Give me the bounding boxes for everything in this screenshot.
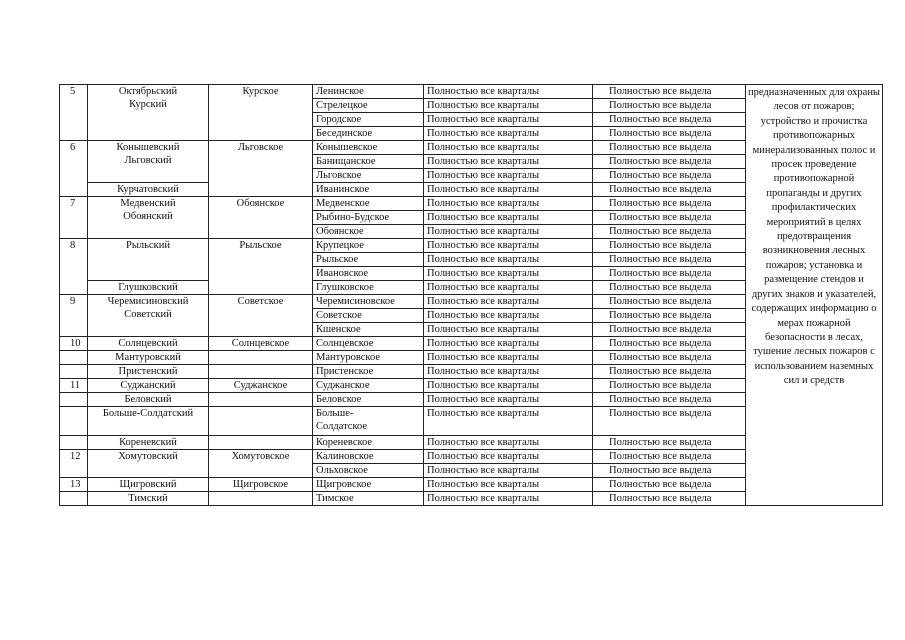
subforestry-name: Ленинское [313, 85, 424, 99]
forestry-name [209, 365, 313, 379]
sections-cell: Полностью все выдела [593, 464, 746, 478]
district-cell [88, 478, 209, 492]
quarters-cell: Полностью все кварталы [424, 450, 593, 464]
subforestry-name: Больше- Солдатское [313, 407, 424, 436]
district-cell [88, 393, 209, 407]
row-number [60, 365, 88, 379]
sections-cell: Полностью все выдела [593, 281, 746, 295]
quarters-cell: Полностью все кварталы [424, 407, 593, 436]
subforestry-name: Городское [313, 113, 424, 127]
subforestry-name: Рыльское [313, 253, 424, 267]
quarters-cell: Полностью все кварталы [424, 478, 593, 492]
sections-cell: Полностью все выдела [593, 197, 746, 211]
district-name: Обоянский [123, 211, 173, 222]
quarters-cell: Полностью все кварталы [424, 295, 593, 309]
row-number: 5 [60, 85, 88, 141]
sections-cell: Полностью все выдела [593, 295, 746, 309]
district-name: Кореневский [119, 437, 177, 448]
sections-cell: Полностью все выдела [593, 127, 746, 141]
forestry-name: Щигровское [209, 478, 313, 492]
quarters-cell: Полностью все кварталы [424, 127, 593, 141]
district-cell [88, 141, 209, 183]
forestry-name: Хомутовское [209, 450, 313, 478]
district-name: Медвенский [120, 198, 176, 209]
sections-cell: Полностью все выдела [593, 183, 746, 197]
forestry-name [209, 436, 313, 450]
sections-cell: Полностью все выдела [593, 169, 746, 183]
forestry-name: Советское [209, 295, 313, 337]
district-cell [88, 365, 209, 379]
district-name: Октябрьский [118, 86, 178, 97]
quarters-cell: Полностью все кварталы [424, 155, 593, 169]
forestry-name [209, 351, 313, 365]
sections-cell: Полностью все выдела [593, 492, 746, 506]
quarters-cell: Полностью все кварталы [424, 239, 593, 253]
quarters-cell: Полностью все кварталы [424, 351, 593, 365]
subforestry-name: Щигровское [313, 478, 424, 492]
row-number [60, 407, 88, 436]
quarters-cell: Полностью все кварталы [424, 436, 593, 450]
quarters-cell: Полностью все кварталы [424, 492, 593, 506]
quarters-cell: Полностью все кварталы [424, 323, 593, 337]
quarters-cell: Полностью все кварталы [424, 309, 593, 323]
quarters-cell: Полностью все кварталы [424, 85, 593, 99]
quarters-cell: Полностью все кварталы [424, 169, 593, 183]
quarters-cell: Полностью все кварталы [424, 337, 593, 351]
district-name: Рыльский [126, 240, 170, 251]
district-name: Беловский [124, 394, 172, 405]
subforestry-name: Ивановское [313, 267, 424, 281]
row-number [60, 393, 88, 407]
district-cell [88, 351, 209, 365]
subforestry-name: Солнцевское [313, 337, 424, 351]
district-name: Пристенский [118, 366, 178, 377]
table-body [60, 85, 883, 506]
row-number [60, 351, 88, 365]
district-cell [88, 379, 209, 393]
sections-cell: Полностью все выдела [593, 351, 746, 365]
district-name: Тимский [128, 493, 168, 504]
sections-cell: Полностью все выдела [593, 478, 746, 492]
district-cell [88, 337, 209, 351]
row-number: 6 [60, 141, 88, 197]
district-cell [88, 436, 209, 450]
district-name: Глушковский [88, 281, 209, 295]
district-cell [88, 492, 209, 506]
quarters-cell: Полностью все кварталы [424, 99, 593, 113]
sections-cell: Полностью все выдела [593, 253, 746, 267]
district-name: Советский [124, 309, 172, 320]
subforestry-name: Рыбино-Будское [313, 211, 424, 225]
district-name: Больше-Солдатский [102, 408, 194, 419]
sections-cell: Полностью все выдела [593, 379, 746, 393]
subforestry-name: Обоянское [313, 225, 424, 239]
sections-cell: Полностью все выдела [593, 239, 746, 253]
sections-cell: Полностью все выдела [593, 407, 746, 436]
row-number: 13 [60, 478, 88, 492]
sections-cell: Полностью все выдела [593, 323, 746, 337]
row-number [60, 436, 88, 450]
row-number [60, 492, 88, 506]
forestry-table [59, 84, 883, 506]
row-number: 8 [60, 239, 88, 295]
forestry-name: Суджанское [209, 379, 313, 393]
forestry-name [209, 393, 313, 407]
sections-cell: Полностью все выдела [593, 99, 746, 113]
subforestry-name: Советское [313, 309, 424, 323]
quarters-cell: Полностью все кварталы [424, 267, 593, 281]
quarters-cell: Полностью все кварталы [424, 225, 593, 239]
subforestry-name: Конышевское [313, 141, 424, 155]
forestry-name: Рыльское [209, 239, 313, 295]
district-cell [88, 85, 209, 141]
district-name: Мантуровский [115, 352, 181, 363]
subforestry-name: Беловское [313, 393, 424, 407]
row-number: 12 [60, 450, 88, 478]
row-number: 11 [60, 379, 88, 393]
subforestry-name: Льговское [313, 169, 424, 183]
subforestry-name: Тимское [313, 492, 424, 506]
forestry-name: Курское [209, 85, 313, 141]
sections-cell: Полностью все выдела [593, 309, 746, 323]
forestry-name [209, 407, 313, 436]
sections-cell: Полностью все выдела [593, 436, 746, 450]
sections-cell: Полностью все выдела [593, 450, 746, 464]
subforestry-name: Калиновское [313, 450, 424, 464]
subforestry-name: Кшенское [313, 323, 424, 337]
district-cell [88, 239, 209, 281]
district-name: Солнцевский [118, 338, 178, 349]
subforestry-name: Ольховское [313, 464, 424, 478]
forestry-name: Солнцевское [209, 337, 313, 351]
quarters-cell: Полностью все кварталы [424, 379, 593, 393]
district-cell [88, 450, 209, 478]
forestry-name: Обоянское [209, 197, 313, 239]
sections-cell: Полностью все выдела [593, 393, 746, 407]
subforestry-name: Стрелецкое [313, 99, 424, 113]
district-cell [88, 407, 209, 436]
district-name: Конышевский [116, 142, 180, 153]
quarters-cell: Полностью все кварталы [424, 197, 593, 211]
sections-cell: Полностью все выдела [593, 141, 746, 155]
quarters-cell: Полностью все кварталы [424, 393, 593, 407]
forestry-name [209, 492, 313, 506]
subforestry-name: Кореневское [313, 436, 424, 450]
quarters-cell: Полностью все кварталы [424, 281, 593, 295]
sections-cell: Полностью все выдела [593, 113, 746, 127]
fire-prevention-measures: предназначенных для охраны лесов от пожаров; устройство и прочистка противопожарных минерализованных полос и просек проведение противопожарной пропаганды и других профилактических мероприятий в целях предотвращения возникновения лесных пожаров; установка и размещение стендов и других знаков и указателей, содержащих информацию о мерах пожарной безопасности в лесах, тушение лесных пожаров с использованием наземных сил и средств [746, 85, 883, 506]
subforestry-name: Черемисиновское [313, 295, 424, 309]
quarters-cell: Полностью все кварталы [424, 464, 593, 478]
quarters-cell: Полностью все кварталы [424, 365, 593, 379]
sections-cell: Полностью все выдела [593, 337, 746, 351]
subforestry-name: Глушковское [313, 281, 424, 295]
row-number: 9 [60, 295, 88, 337]
subforestry-name: Иванинское [313, 183, 424, 197]
district-cell [88, 197, 209, 239]
subforestry-name: Медвенское [313, 197, 424, 211]
subforestry-name: Банищанское [313, 155, 424, 169]
subforestry-name: Пристенское [313, 365, 424, 379]
district-name: Курчатовский [88, 183, 209, 197]
quarters-cell: Полностью все кварталы [424, 113, 593, 127]
district-name: Суджанский [120, 380, 176, 391]
quarters-cell: Полностью все кварталы [424, 183, 593, 197]
district-name: Черемисиновский [107, 296, 189, 307]
table-row [60, 85, 883, 99]
sections-cell: Полностью все выдела [593, 211, 746, 225]
subforestry-name: Мантуровское [313, 351, 424, 365]
sections-cell: Полностью все выдела [593, 267, 746, 281]
sections-cell: Полностью все выдела [593, 155, 746, 169]
subforestry-name: Суджанское [313, 379, 424, 393]
district-cell [88, 295, 209, 337]
quarters-cell: Полностью все кварталы [424, 253, 593, 267]
forestry-name: Льговское [209, 141, 313, 197]
sections-cell: Полностью все выдела [593, 225, 746, 239]
district-name: Щигровский [119, 479, 177, 490]
district-name: Льговский [124, 155, 172, 166]
sections-cell: Полностью все выдела [593, 365, 746, 379]
district-name: Курский [129, 99, 167, 110]
subforestry-name: Бесединское [313, 127, 424, 141]
subforestry-name: Крупецкое [313, 239, 424, 253]
quarters-cell: Полностью все кварталы [424, 141, 593, 155]
row-number: 10 [60, 337, 88, 351]
sections-cell: Полностью все выдела [593, 85, 746, 99]
district-name: Хомутовский [118, 451, 178, 462]
quarters-cell: Полностью все кварталы [424, 211, 593, 225]
row-number: 7 [60, 197, 88, 239]
